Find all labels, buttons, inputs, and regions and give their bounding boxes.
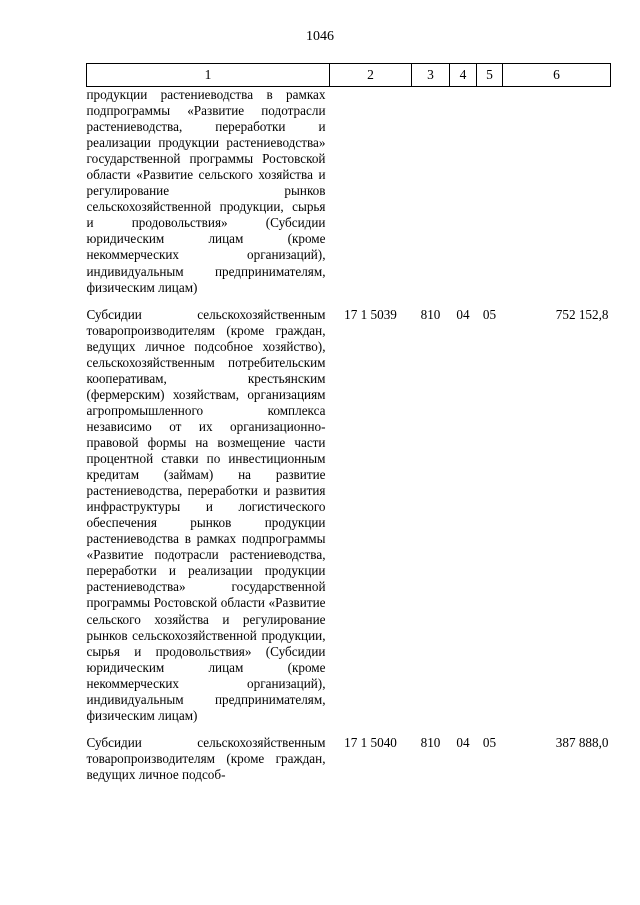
- row-amount: 387 888,0: [555, 734, 609, 750]
- row-pr: 05: [482, 734, 497, 750]
- row-vr: [412, 87, 450, 304]
- budget-table: [86, 63, 611, 783]
- row-vr: 810: [420, 734, 441, 750]
- column-header: 4: [450, 64, 477, 87]
- row-amount: [503, 87, 611, 304]
- row-pr: [477, 87, 503, 304]
- row-pr: 05: [482, 306, 497, 322]
- row-code: 17 1 5040: [344, 734, 397, 750]
- page-number: 1046: [306, 29, 334, 44]
- row-code: 17 1 5039: [344, 306, 397, 322]
- column-header: 1: [87, 64, 330, 87]
- row-code: [330, 87, 412, 304]
- row-vr: 810: [420, 306, 441, 322]
- row-rz: 04: [456, 734, 470, 750]
- row-amount: 752 152,8: [555, 306, 609, 322]
- table-header-row: [87, 64, 611, 87]
- row-description: продукции растениеводства в рамках подпрограммы «Развитие подотрасли растениеводства, переработки и реализации продукции растениеводства» государственной программы Ростовской области «Развитие сельского хозяйства и регулирование рынков сельскохозяйственной продукции, сырья и продовольствия» (Субсидии юридическим лицам (кроме некоммерческих организаций), индивидуальным предпринимателям, физическим лицам): [86, 87, 326, 295]
- table-row: [87, 87, 611, 304]
- row-rz: 04: [456, 306, 470, 322]
- column-header: 6: [503, 64, 611, 87]
- row-description: Субсидии сельскохозяйственным товаропроизводителям (кроме граждан, ведущих личное подсобное хозяйство), сельскохозяйственным потребительским кооперативам, крестьянским (фермерским) хозяйствам, организациям агропромышленного комплекса независимо от их организационно-правовой формы на возмещение части процентной ставки по инвестиционным кредитам (займам) на развитие растениеводства, переработки и развития инфраструктуры и логистического обеспечения рынков продукции растениеводства в рамках подпрограммы «Развитие подотрасли растениеводства, переработки и реализации продукции растениеводства» государственной программы Ростовской области «Развитие сельского хозяйства и регулирование рынков сельскохозяйственной продукции, сырья и продовольствия» (Субсидии юридическим лицам (кроме некоммерческих организаций), индивидуальным предпринимателям, физическим лицам): [86, 306, 326, 723]
- column-header: 5: [477, 64, 503, 87]
- row-description: Субсидии сельскохозяйственным товаропроизводителям (кроме граждан, ведущих личное подсоб-: [86, 734, 326, 782]
- table-row: [87, 304, 611, 732]
- column-header: 3: [412, 64, 450, 87]
- table-row: [87, 732, 611, 783]
- column-header: 2: [330, 64, 412, 87]
- row-rz: [450, 87, 477, 304]
